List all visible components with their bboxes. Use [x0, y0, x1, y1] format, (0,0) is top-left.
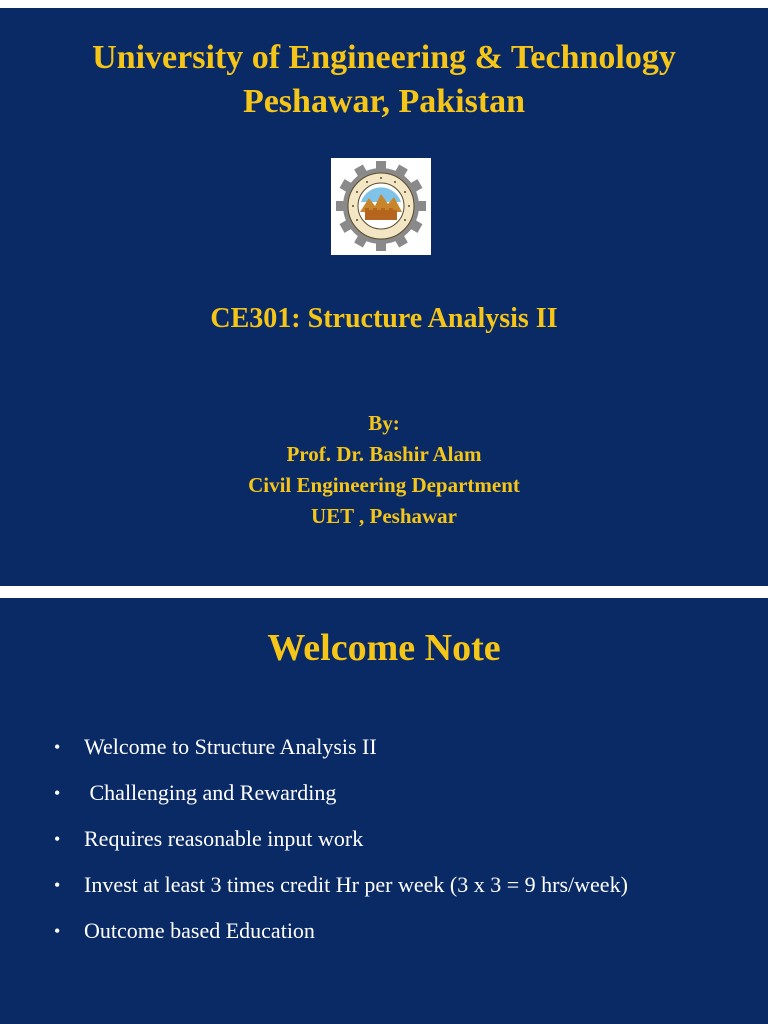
- welcome-bullet-list: [0, 732, 768, 962]
- presenter-department: Civil Engineering Department: [248, 473, 520, 497]
- bullet-text: Requires reasonable input work: [84, 826, 364, 851]
- bullet-text: Outcome based Education: [84, 918, 315, 943]
- course-title: CE301: Structure Analysis II: [210, 303, 558, 334]
- bullet-icon: •: [54, 737, 61, 757]
- title-slide: [0, 8, 768, 586]
- list-item: [0, 870, 768, 916]
- university-seal-icon: [331, 158, 431, 255]
- list-item: [0, 824, 768, 870]
- bullet-icon: •: [54, 921, 61, 941]
- university-location: Peshawar, Pakistan: [242, 83, 526, 120]
- bullet-icon: •: [54, 829, 61, 849]
- welcome-slide: [0, 598, 768, 1024]
- list-item: [0, 732, 768, 778]
- university-logo: [331, 158, 431, 255]
- bullet-icon: •: [54, 875, 61, 895]
- list-item: [0, 778, 768, 824]
- bullet-text: Welcome to Structure Analysis II: [84, 734, 377, 759]
- welcome-title: Welcome Note: [267, 627, 501, 669]
- university-name: University of Engineering & Technology: [92, 39, 676, 76]
- byline-label: By:: [368, 411, 400, 435]
- presenter-institution: UET , Peshawar: [310, 504, 458, 528]
- presenter-name: Prof. Dr. Bashir Alam: [286, 442, 482, 466]
- list-item: [0, 916, 768, 962]
- bullet-text: Challenging and Rewarding: [84, 780, 337, 805]
- gear-icon: [336, 161, 426, 251]
- bullet-text: Invest at least 3 times credit Hr per week (3 x 3 = 9 hrs/week): [84, 872, 628, 897]
- bullet-icon: •: [54, 783, 61, 803]
